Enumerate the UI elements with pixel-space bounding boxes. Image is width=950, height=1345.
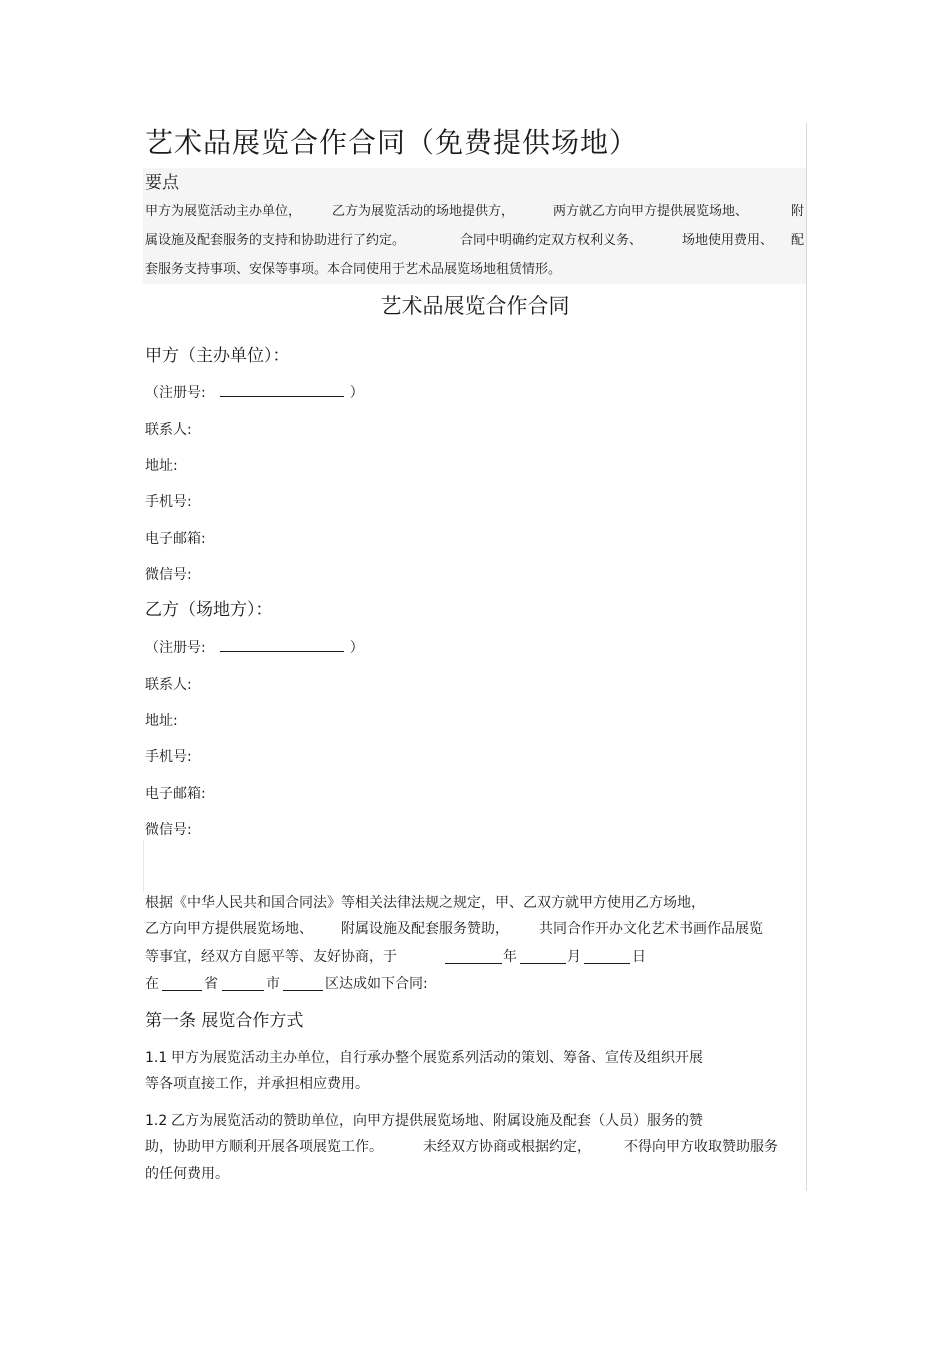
article-1-heading: 第一条 展览合作方式 <box>145 1011 304 1031</box>
summary-line1-seg2: 乙方为展览活动的场地提供方， <box>332 204 515 219</box>
summary-line2-seg3: 场地使用费用、 <box>682 233 774 248</box>
preamble-line2-seg3: 共同合作开办文化艺术书画作品展览 <box>539 921 763 937</box>
date-year-blank[interactable] <box>445 949 502 964</box>
location-province-label: 省 <box>204 976 218 992</box>
clause-1-2-line2-seg3: 不得向甲方收取赞助服务 <box>624 1139 778 1155</box>
party-a-email: 电子邮箱: <box>145 531 206 547</box>
summary-line1-seg4: 附 <box>791 204 805 219</box>
clause-1-1-line2: 等各项直接工作，并承担相应费用。 <box>145 1076 369 1092</box>
clause-1-2-line2-seg1: 助，协助甲方顺利开展各项展览工作。 <box>145 1139 383 1155</box>
party-a-heading: 甲方（主办单位）： <box>145 346 290 366</box>
party-b-wechat: 微信号: <box>145 822 192 838</box>
summary-line2-seg4: 配 <box>791 233 805 248</box>
location-city-label: 市 <box>266 976 280 992</box>
party-b-heading: 乙方（场地方）： <box>145 600 273 620</box>
party-a-reg-blank[interactable] <box>220 382 344 397</box>
summary-line1-seg1: 甲方为展览活动主办单位， <box>145 204 302 219</box>
date-month-label: 月 <box>567 949 581 965</box>
summary-line3: 套服务支持事项、安保等事项。本合同使用于艺术品展览场地租赁情形。 <box>145 262 562 277</box>
party-a-contact: 联系人: <box>145 422 192 438</box>
clause-1-2-line1: 乙方为展览活动的赞助单位，向甲方提供展览场地、附属设施及配套（人员）服务的赞 <box>171 1113 703 1129</box>
party-b-address: 地址: <box>145 713 178 729</box>
date-day-blank[interactable] <box>584 949 630 964</box>
preamble-line4-in: 在 <box>145 976 159 992</box>
preamble-line2-seg2: 附属设施及配套服务赞助， <box>341 921 509 937</box>
date-month-blank[interactable] <box>520 949 566 964</box>
document-title: 艺术品展览合作合同（免费提供场地） <box>145 126 639 159</box>
party-a-reg-close: ） <box>349 385 364 401</box>
page-right-border <box>806 123 807 1191</box>
party-b-reg-open: （注册号: <box>145 640 206 656</box>
party-a-address: 地址: <box>145 458 178 474</box>
party-a-registration <box>145 382 364 404</box>
preamble-line3-text: 等事宜，经双方自愿平等、友好协商，于 <box>145 949 397 965</box>
clause-1-1-line1: 甲方为展览活动主办单位，自行承办整个展览系列活动的策划、筹备、宣传及组织开展 <box>171 1050 703 1066</box>
location-province-blank[interactable] <box>162 976 202 991</box>
summary-line2-seg1: 属设施及配套服务的支持和协助进行了约定。 <box>145 233 406 248</box>
party-b-reg-close: ） <box>349 640 364 656</box>
preamble-line1: 根据《中华人民共和国合同法》等相关法律法规之规定，甲、乙双方就甲方使用乙方场地， <box>145 895 705 911</box>
clause-1-2-number: 1.2 <box>145 1113 168 1129</box>
clause-1-1-number: 1.1 <box>145 1050 168 1066</box>
summary-line2-seg2: 合同中明确约定双方权利义务、 <box>460 233 643 248</box>
contract-subtitle: 艺术品展览合作合同 <box>380 294 570 318</box>
date-year-label: 年 <box>503 949 517 965</box>
party-b-email: 电子邮箱: <box>145 786 206 802</box>
page-left-border-fragment <box>143 840 144 892</box>
summary-line1-seg3: 两方就乙方向甲方提供展览场地、 <box>553 204 749 219</box>
location-district-label: 区达成如下合同: <box>325 976 428 992</box>
clause-1-2-line3: 的任何费用。 <box>145 1166 229 1182</box>
party-b-contact: 联系人: <box>145 677 192 693</box>
party-a-phone: 手机号: <box>145 494 192 510</box>
party-b-registration <box>145 637 364 659</box>
party-a-reg-open: （注册号: <box>145 385 206 401</box>
party-b-phone: 手机号: <box>145 749 192 765</box>
clause-1-2-line2-seg2: 未经双方协商或根据约定， <box>423 1139 591 1155</box>
location-city-blank[interactable] <box>222 976 264 991</box>
party-b-reg-blank[interactable] <box>220 637 344 652</box>
party-a-wechat: 微信号: <box>145 567 192 583</box>
date-day-label: 日 <box>632 949 646 965</box>
summary-heading: 要点 <box>145 173 179 193</box>
preamble-line2-seg1: 乙方向甲方提供展览场地、 <box>145 921 313 937</box>
location-district-blank[interactable] <box>283 976 323 991</box>
